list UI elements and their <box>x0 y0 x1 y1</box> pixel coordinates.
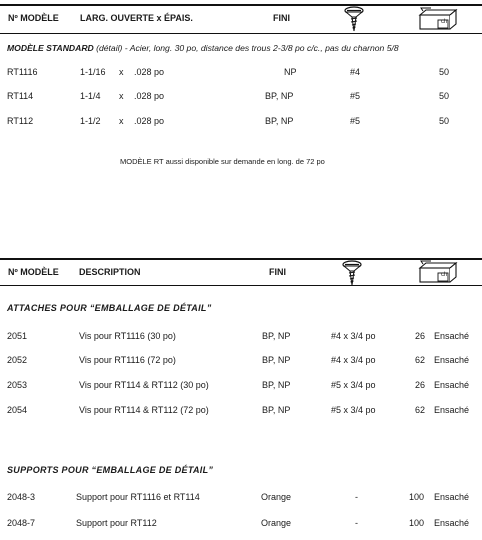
table2-row-description: Vis pour RT114 & RT112 (72 po) <box>79 405 209 415</box>
table2-row-model: 2048-3 <box>7 492 36 502</box>
table1-row-x: x <box>119 116 124 126</box>
table2-row-description: Vis pour RT1116 (30 po) <box>79 331 176 341</box>
table2-row-screw: #4 x 3/4 po <box>331 355 376 365</box>
table2-header-finish: FINI <box>269 267 286 277</box>
table2-row-description: Support pour RT112 <box>76 518 157 528</box>
table2-row-pack: Ensaché <box>434 331 470 341</box>
box-icon-label: ch <box>441 19 448 25</box>
table1-row-thickness: .028 po <box>134 91 165 101</box>
box-icon-label: ch <box>441 272 448 278</box>
box-icon <box>418 8 458 30</box>
table2-top-rule <box>0 258 482 260</box>
table1-row-finish: NP <box>284 67 297 77</box>
table2-row-qty: 100 <box>409 492 425 502</box>
table2-row-finish: Orange <box>261 518 292 528</box>
table2-row-finish: BP, NP <box>262 331 291 341</box>
table1-row-screw: #5 <box>350 116 361 126</box>
table2-row-model: 2051 <box>7 331 28 341</box>
table2-row-finish: BP, NP <box>262 355 291 365</box>
table1-header-rule <box>0 33 482 34</box>
standard-model-description <box>7 43 399 53</box>
table2-row-screw: - <box>355 492 358 502</box>
table2-row-screw: #4 x 3/4 po <box>331 331 376 341</box>
table2-row-finish: BP, NP <box>262 380 291 390</box>
table1-row-screw: #4 <box>350 67 361 77</box>
table1-row-width: 1-1/16 <box>80 67 106 77</box>
table2-row-qty: 62 <box>415 405 426 415</box>
standard-model-detail: (détail) - Acier, long. 30 po, distance des trous 2-3/8 po c/c., pas du charnon 5/8 <box>93 43 399 53</box>
table2-row-qty: 26 <box>415 380 426 390</box>
box-icon <box>418 261 458 283</box>
table1-header-width: LARG. OUVERTE x ÉPAIS. <box>80 13 193 23</box>
table2-row-pack: Ensaché <box>434 380 470 390</box>
table2-row-finish: BP, NP <box>262 405 291 415</box>
table1-row-qty: 50 <box>439 116 450 126</box>
screw-icon <box>341 260 363 286</box>
table2-row-description: Vis pour RT1116 (72 po) <box>79 355 176 365</box>
table1-row-width: 1-1/4 <box>80 91 101 101</box>
table1-row-screw: #5 <box>350 91 361 101</box>
table1-row-model: RT1116 <box>7 67 38 77</box>
table1-row-qty: 50 <box>439 91 450 101</box>
table2-row-qty: 26 <box>415 331 426 341</box>
table1-top-rule <box>0 4 482 6</box>
table2-row-description: Support pour RT1116 et RT114 <box>76 492 200 502</box>
table2-header-description: DESCRIPTION <box>79 267 141 277</box>
table1-row-qty: 50 <box>439 67 450 77</box>
table2-row-model: 2053 <box>7 380 28 390</box>
table1-row-x: x <box>119 91 124 101</box>
table2-row-description: Vis pour RT114 & RT112 (30 po) <box>79 380 209 390</box>
table2-row-screw: - <box>355 518 358 528</box>
table1-header-model: Nº MODÈLE <box>8 13 59 23</box>
table2-row-model: 2054 <box>7 405 28 415</box>
table1-row-x: x <box>119 67 124 77</box>
table2-row-finish: Orange <box>261 492 292 502</box>
table2-header-model: Nº MODÈLE <box>8 267 59 277</box>
section-title-fasteners: ATTACHES POUR “EMBALLAGE DE DÉTAIL” <box>7 303 212 313</box>
standard-model-label: MODÈLE STANDARD <box>7 43 94 53</box>
table2-row-screw: #5 x 3/4 po <box>331 380 376 390</box>
table2-row-model: 2052 <box>7 355 28 365</box>
table2-header-rule <box>0 285 482 286</box>
screw-icon <box>343 6 365 32</box>
table1-row-finish: BP, NP <box>265 116 294 126</box>
table1-row-finish: BP, NP <box>265 91 294 101</box>
section-title-supports: SUPPORTS POUR “EMBALLAGE DE DÉTAIL” <box>7 465 214 475</box>
table2-row-qty: 100 <box>409 518 425 528</box>
table1-row-width: 1-1/2 <box>80 116 101 126</box>
table1-row-thickness: .028 po <box>134 67 165 77</box>
table2-row-pack: Ensaché <box>434 405 470 415</box>
table2-row-qty: 62 <box>415 355 426 365</box>
table2-row-screw: #5 x 3/4 po <box>331 405 376 415</box>
table2-row-pack: Ensaché <box>434 518 470 528</box>
table2-row-model: 2048-7 <box>7 518 36 528</box>
table2-row-pack: Ensaché <box>434 492 470 502</box>
table2-row-pack: Ensaché <box>434 355 470 365</box>
table1-row-thickness: .028 po <box>134 116 165 126</box>
availability-note: MODÈLE RT aussi disponible sur demande en long. de 72 po <box>120 157 325 166</box>
table1-row-model: RT112 <box>7 116 34 126</box>
table1-header-finish: FINI <box>273 13 290 23</box>
table1-row-model: RT114 <box>7 91 34 101</box>
